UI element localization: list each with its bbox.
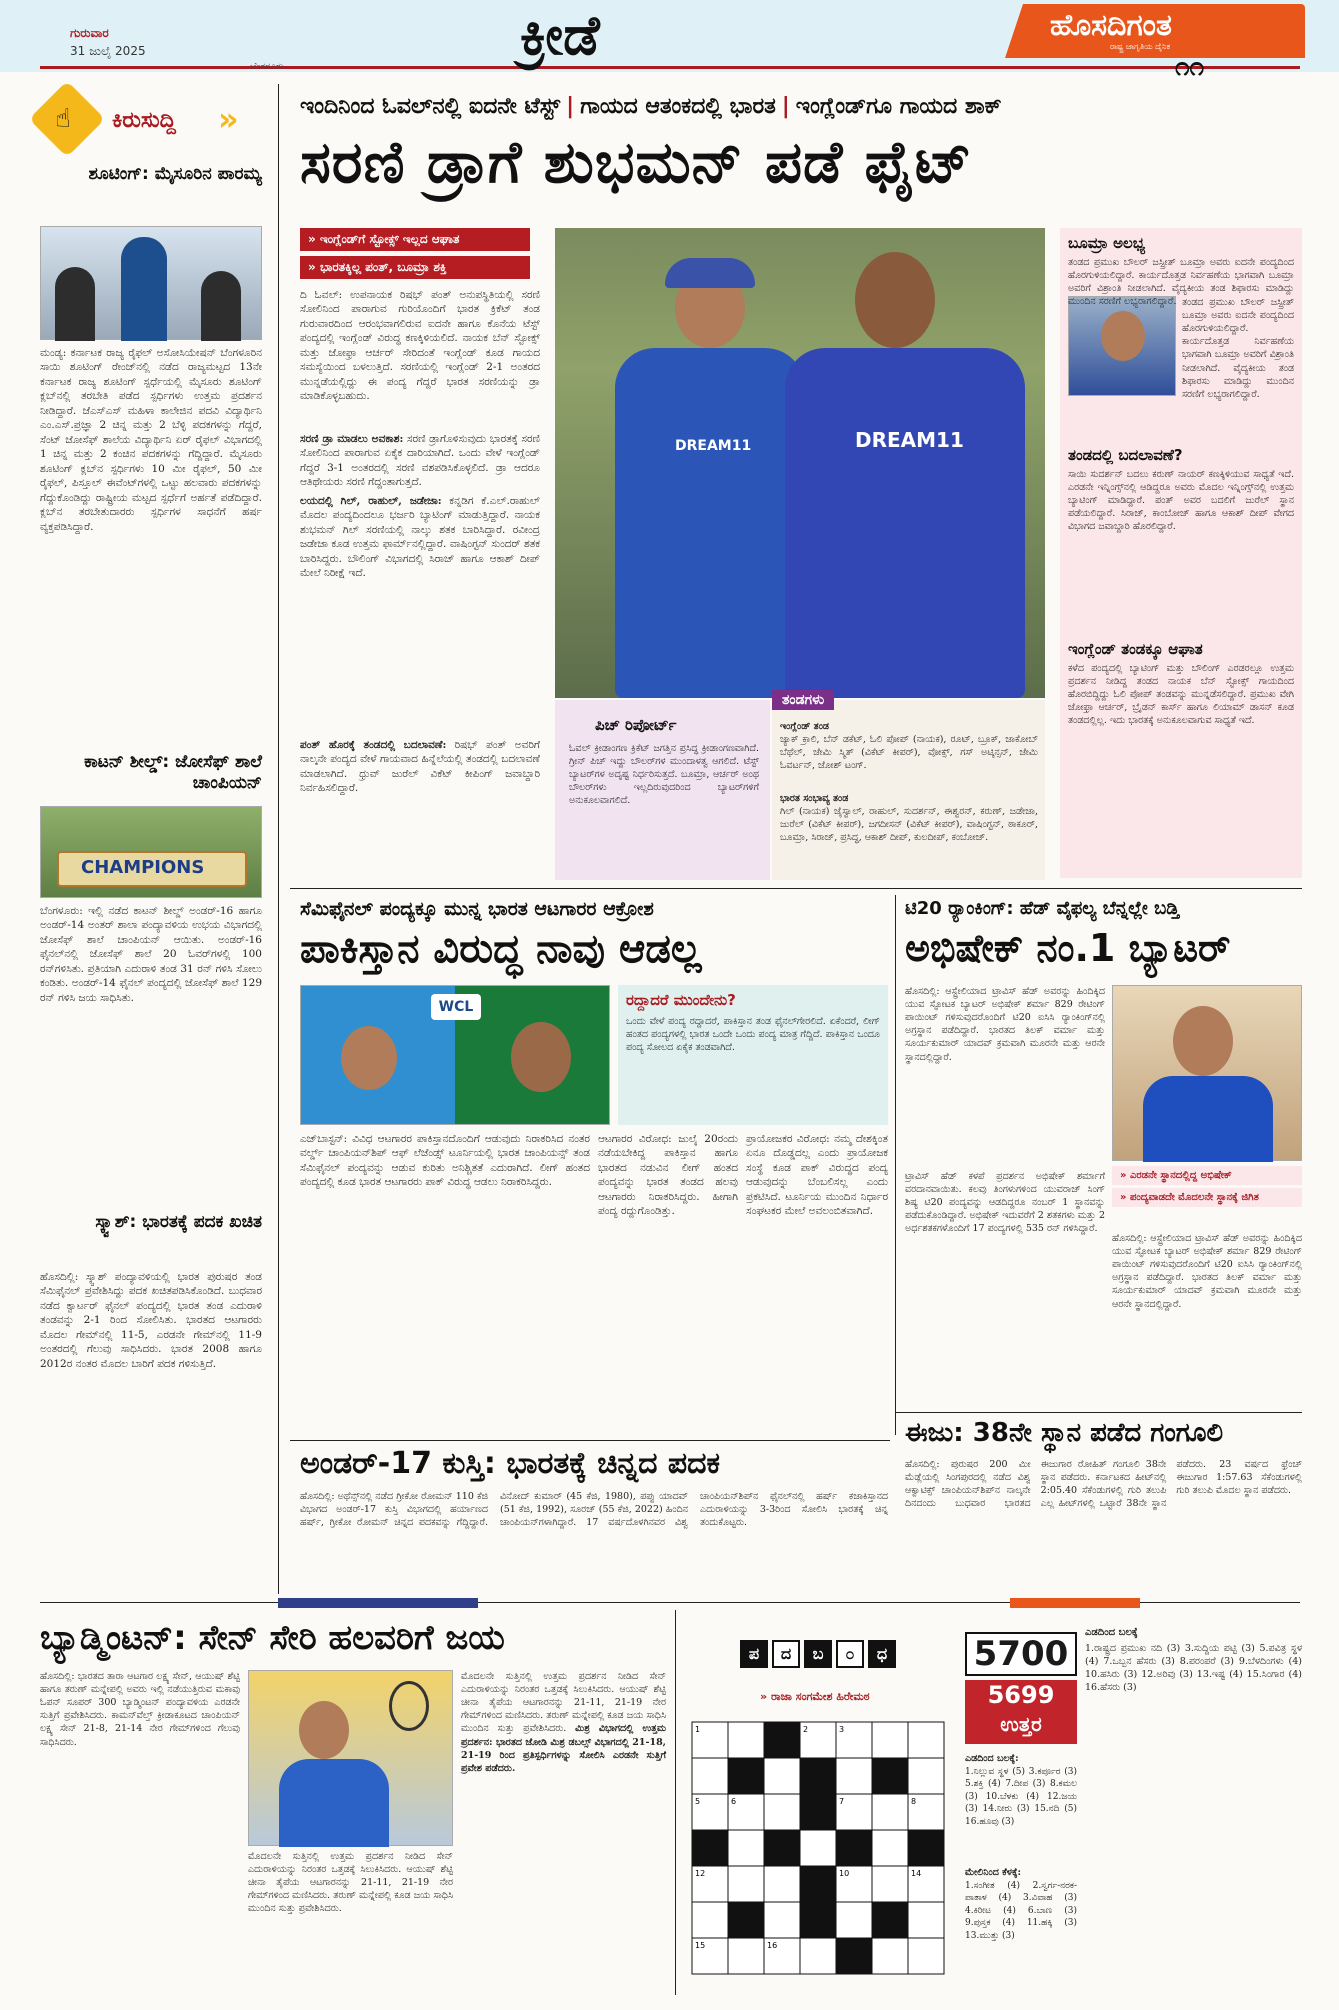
sidebar-body-1a: ತಂಡದ ಪ್ರಮುಖ ಬೌಲರ್ ಜಸ್ಪ್ರೀತ್ ಬೂಮ್ರಾ ಅವರು ಐದನೇ ಪಂದ್ಯದಿಂದ ಹೊರಗುಳಿಯಲಿದ್ದಾರೆ. ಕಾರ್ಯದೊತ್ತಡ ನಿರ್ವಹಣೆಯ ಭಾಗವಾಗಿ ಬೂಮ್ರಾ ಅವರಿಗೆ ವಿಶ್ರಾಂತಿ ನೀಡಲಾಗಿದೆ. ವೈದ್ಯಕೀಯ ತಂಡ ಶಿಫಾರಸು ಮಾಡಿದ್ದು ಮುಂದಿನ ಸರಣಿಗೆ ಲಭ್ಯರಾಗಲಿದ್ದಾರೆ.	[1068, 257, 1294, 308]
abhishek-body-2b: ಹೊಸದಿಲ್ಲಿ: ಆಸ್ಟ್ರೇಲಿಯಾದ ಟ್ರಾವಿಸ್ ಹೆಡ್ ಅವರನ್ನು ಹಿಂದಿಕ್ಕಿದ ಯುವ ಸ್ಫೋಟಕ ಬ್ಯಾಟರ್ ಅಭಿಷೇಕ್ ಶರ್ಮಾ 829 ರೇಟಿಂಗ್ ಪಾಯಿಂಟ್ ಗಳಿಸುವುದರೊಂದಿಗೆ ಟಿ20 ಐಸಿಸಿ ರ್‍ಯಾಂಕಿಂಗ್‌ನಲ್ಲಿ ಅಗ್ರಸ್ಥಾನ ಪಡೆದಿದ್ದಾರೆ. ಭಾರತದ ತಿಲಕ್ ವರ್ಮಾ ಮತ್ತು ಸೂರ್ಯಕುಮಾರ್ ಯಾದವ್ ಕ್ರಮವಾಗಿ ಮೂರನೇ ಮತ್ತು ಆರನೇ ಸ್ಥಾನದಲ್ಲಿದ್ದಾರೆ.	[1112, 1233, 1302, 1310]
crossword-block	[800, 1866, 836, 1902]
crossword-cell[interactable]	[908, 1758, 944, 1794]
paper-logo: ಹೊಸದಿಗಂತ	[1050, 8, 1172, 43]
badminton-body-3b: ಮಿಶ್ರ ವಿಭಾಗದಲ್ಲಿ ಉತ್ತಮ ಪ್ರದರ್ಶನ: ಭಾರತದ ಜೋಡಿ ಮಿಶ್ರ ಡಬಲ್ಸ್ ವಿಭಾಗದಲ್ಲಿ 21-18, 21-19 ರಿಂದ ಪ್ರತಿಸ್ಪರ್ಧಿಗಳನ್ನು ಸೋಲಿಸಿ ಎರಡನೇ ಸುತ್ತಿಗೆ ಪ್ರವೇಶ ಪಡೆದರು.	[461, 1723, 667, 1774]
crossword-cell-number: 15	[695, 1941, 706, 1950]
crossword-block	[800, 1902, 836, 1938]
lead-tag-2: » ಭಾರತಕ್ಕಿಲ್ಲ ಪಂತ್, ಬೂಮ್ರಾ ಶಕ್ತಿ	[300, 256, 530, 279]
column-divider	[278, 84, 279, 1594]
lead-tag-1: » ಇಂಗ್ಲೆಂಡ್‌ಗೆ ಸ್ಟೋಕ್ಸ್ ಇಲ್ಲದ ಆಘಾತ	[300, 228, 530, 251]
jersey-label-left: DREAM11	[675, 438, 752, 454]
pak-body-3: ಪ್ರಾಯೋಜಕರ ವಿರೋಧ: ನಮ್ಮ ದೇಶಕ್ಕಿಂತ ಏನೂ ದೊಡ್ಡದಲ್ಲ ಎಂದು ಪ್ರಾಯೋಜಕ ಸಂಸ್ಥೆ ಕೂಡ ಪಾಕ್ ವಿರುದ್ಧದ ಪಂದ್ಯ ಆಡುವುದನ್ನು ಬೆಂಬಲಿಸಲ್ಲ ಎಂದು ಪ್ರಕಟಿಸಿದೆ. ಟೂರ್ನಿಯ ಮುಂದಿನ ನಿರ್ಧಾರ ಸಂಘಟಕರ ಮೇಲೆ ಅವಲಂಬಿತವಾಗಿದೆ.	[746, 1133, 888, 1218]
puzzle-title-letter: ಧ	[868, 1640, 896, 1668]
crossword-cell[interactable]	[692, 1902, 728, 1938]
teams-england-label: ಇಂಗ್ಲೆಂಡ್ ತಂಡ	[780, 721, 829, 732]
pak-divider	[290, 1440, 890, 1441]
kirusuddi-title: ಕಿರುಸುದ್ದಿ	[112, 108, 176, 133]
crossword-cell-number: 7	[839, 1797, 845, 1806]
crossword-cell[interactable]	[872, 1866, 908, 1902]
lead-divider	[290, 888, 1302, 889]
crossword-cell[interactable]	[908, 1722, 944, 1758]
crossword-cell[interactable]	[764, 1866, 800, 1902]
badminton-headline: ಬ್ಯಾಡ್ಮಿಂಟನ್: ಸೇನ್ ಸೇರಿ ಹಲವರಿಗೆ ಜಯ	[40, 1618, 505, 1658]
wcl-logo: WCL	[431, 994, 481, 1020]
across-clues: 1.ನಿಲ್ಲುವ ಸ್ಥಳ (5) 3.ಕರ್ಪೂರ (3) 5.ಶಕ್ತಿ (4) 7.ದೀಪ (3) 8.ಕಮಲ (3) 10.ಬೆಳಕು (4) 12.ಜಯ (3) 14.ನೀರು (3) 15.ನದಿ (5) 16.ಹೂವು (3)	[965, 1767, 1077, 1827]
abhishek-kicker: ಟಿ20 ರ್‍ಯಾಂಕಿಂಗ್: ಹೆಡ್ ವೈಫಲ್ಯ ಬೆನ್ನಲ್ಲೇ ಬಡ್ತಿ	[905, 898, 1180, 919]
puzzle-author: » ರಾಜಾ ಸಂಗಮೇಶ ಹಿರೇಮಠ	[760, 1690, 870, 1703]
crossword-cell[interactable]	[728, 1830, 764, 1866]
column-divider-2	[895, 895, 896, 1435]
crossword-cell-number: 3	[839, 1725, 845, 1734]
sidebar-body-1b: ತಂಡದ ಪ್ರಮುಖ ಬೌಲರ್ ಜಸ್ಪ್ರೀತ್ ಬೂಮ್ರಾ ಅವರು ಐದನೇ ಪಂದ್ಯದಿಂದ ಹೊರಗುಳಿಯಲಿದ್ದಾರೆ. ಕಾರ್ಯದೊತ್ತಡ ನಿರ್ವಹಣೆಯ ಭಾಗವಾಗಿ ಬೂಮ್ರಾ ಅವರಿಗೆ ವಿಶ್ರಾಂತಿ ನೀಡಲಾಗಿದೆ. ವೈದ್ಯಕೀಯ ತಂಡ ಶಿಫಾರಸು ಮಾಡಿದ್ದು ಮುಂದಿನ ಸರಣಿಗೆ ಲಭ್ಯರಾಗಲಿದ್ದಾರೆ.	[1182, 297, 1294, 400]
wrestling-headline: ಅಂಡರ್-17 ಕುಸ್ತಿ: ಭಾರತಕ್ಕೆ ಚಿನ್ನದ ಪದಕ	[300, 1446, 721, 1481]
abhishek-tag-2: » ಪಂದ್ಯವಾಡದೇ ಮೊದಲನೇ ಸ್ಥಾನಕ್ಕೆ ಜಿಗಿತ	[1112, 1188, 1302, 1207]
lead-body-3-text: ಕನ್ನಡಿಗ ಕೆ.ಎಲ್.ರಾಹುಲ್ ಮೊದಲ ಪಂದ್ಯದಿಂದಲೂ ಭರ್ಜರಿ ಬ್ಯಾಟಿಂಗ್ ಮಾಡುತ್ತಿದ್ದಾರೆ. ನಾಯಕ ಶುಭಮನ್ ಗಿಲ್ ಸರಣಿಯಲ್ಲಿ ನಾಲ್ಕು ಶತಕ ಬಾರಿಸಿದ್ದಾರೆ. ರವೀಂದ್ರ ಜಡೇಜಾ ಕೂಡ ಉತ್ತಮ ಫಾರ್ಮ್‌ನಲ್ಲಿದ್ದಾರೆ. ವಾಷಿಂಗ್ಟನ್ ಸುಂದರ್ ಶತಕ ಬಾರಿಸಿದ್ದರು. ಬೌಲಿಂಗ್ ವಿಭಾಗದಲ್ಲಿ ಸಿರಾಜ್ ಹಾಗೂ ಆಕಾಶ್ ದೀಪ್ ಮೇಲೆ ನಿರೀಕ್ಷೆ ಇದೆ.	[300, 495, 540, 580]
crossword-block	[800, 1794, 836, 1830]
shooting-photo	[40, 226, 262, 340]
prev-puzzle-number: 5699	[987, 1681, 1055, 1709]
crossword-block	[872, 1902, 908, 1938]
pak-kicker: ಸೆಮಿಫೈನಲ್ ಪಂದ್ಯಕ್ಕೂ ಮುನ್ನ ಭಾರತ ಆಟಗಾರರ ಆಕ್ರೋಶ	[300, 898, 654, 920]
prev-answer-badge	[965, 1680, 1077, 1744]
crossword-cell-number: 2	[803, 1725, 809, 1734]
pak-box	[618, 985, 888, 1125]
crossword-block	[728, 1902, 764, 1938]
pitch-report-title: ಪಿಚ್ ರಿಪೋರ್ಟ್	[595, 716, 677, 734]
sidebar-body-3: ಕಳೆದ ಪಂದ್ಯದಲ್ಲಿ ಬ್ಯಾಟಿಂಗ್ ಮತ್ತು ಬೌಲಿಂಗ್ ಎರಡರಲ್ಲೂ ಉತ್ತಮ ಪ್ರದರ್ಶನ ನೀಡಿದ್ದ ತಂಡದ ನಾಯಕ ಬೆನ್ ಸ್ಟೋಕ್ಸ್ ಗಾಯದಿಂದ ಹೊರಬಿದ್ದಿದ್ದು ಓಲಿ ಪೋಪ್ ತಂಡವನ್ನು ಮುನ್ನಡೆಸಲಿದ್ದಾರೆ. ಪ್ರಮುಖ ವೇಗಿ ಜೋಫ್ರಾ ಆರ್ಚರ್, ಬ್ರೈಡನ್ ಕಾರ್ಸ್ ಹಾಗೂ ಲಿಯಾಮ್ ಡಾಸನ್ ಕೂಡ ತಂಡದಲ್ಲಿಲ್ಲ. ಇದು ಭಾರತಕ್ಕೆ ಅನುಕೂಲವಾಗುವ ಸಾಧ್ಯತೆ ಇದೆ.	[1068, 663, 1294, 727]
lead-body-1: ದಿ ಓವಲ್: ಉಪನಾಯಕ ರಿಷಭ್ ಪಂತ್ ಅನುಪಸ್ಥಿತಿಯಲ್ಲಿ ಸರಣಿ ಸೋಲಿನಿಂದ ಪಾರಾಗುವ ಗುರಿಯೊಂದಿಗೆ ಭಾರತ ಕ್ರಿಕೆಟ್ ತಂಡ ಗುರುವಾರದಿಂದ ಆರಂಭವಾಗಲಿರುವ ಐದನೇ ಹಾಗೂ ಕೊನೆಯ ಟೆಸ್ಟ್ ಪಂದ್ಯದಲ್ಲಿ ಇಂಗ್ಲೆಂಡ್ ವಿರುದ್ಧ ಕಣಕ್ಕಿಳಿಯಲಿದೆ. ನಾಯಕ ಬೆನ್ ಸ್ಟೋಕ್ಸ್ ಮತ್ತು ಜೋಫ್ರಾ ಆರ್ಚರ್ ಸೇರಿದಂತೆ ಇಂಗ್ಲೆಂಡ್ ಕೂಡ ಗಾಯದ ಸಮಸ್ಯೆಯಿಂದ ಬಳಲುತ್ತಿದೆ. ಸರಣಿಯಲ್ಲಿ ಇಂಗ್ಲೆಂಡ್ 2-1 ಅಂತರದ ಮುನ್ನಡೆಯಲ್ಲಿದ್ದು ಈ ಪಂದ್ಯ ಗೆದ್ದರೆ ಭಾರತ ಸರಣಿಯನ್ನು ಡ್ರಾ ಮಾಡಿಕೊಳ್ಳಬಹುದು.	[300, 289, 540, 403]
pitch-report-body: ಓವಲ್ ಕ್ರೀಡಾಂಗಣ ಕ್ರಿಕೆಟ್ ಜಗತ್ತಿನ ಪ್ರಸಿದ್ಧ ಕ್ರೀಡಾಂಗಣವಾಗಿದೆ. ಗ್ರೀನ್ ಪಿಚ್ ಇದ್ದು ಬೌಲರ್‌ಗಳ ಮುಂದಾಳತ್ವ ಆಗಲಿದೆ. ಟೆಸ್ಟ್ ಬ್ಯಾಟರ್‌ಗಳ ಅದೃಷ್ಟ ನಿರ್ಧರಿಸುತ್ತದೆ. ಬೂಮ್ರಾ, ಆರ್ಚರ್ ಅಂಥ ಬೌಲರ್‌ಗಳು ಇಲ್ಲದಿರುವುದರಿಂದ ಬ್ಯಾಟರ್‌ಗಳಿಗೆ ಅನುಕೂಲವಾಗಲಿದೆ.	[569, 743, 759, 807]
swim-headline: ಈಜು: 38ನೇ ಸ್ಥಾನ ಪಡೆದ ಗಂಗೂಲಿ	[905, 1418, 1224, 1448]
crossword-cell[interactable]	[872, 1830, 908, 1866]
kirusuddi-body-2: ಬೆಂಗಳೂರು: ಇಲ್ಲಿ ನಡೆದ ಕಾಟನ್ ಶೀಲ್ಡ್ ಅಂಡರ್-16 ಹಾಗೂ ಅಂಡರ್-14 ಅಂತರ್ ಶಾಲಾ ಪಂದ್ಯಾವಳಿಯ ಉಭಯ ವಿಭಾಗದಲ್ಲಿ ಜೋಸೆಫ್ ಶಾಲೆ ಚಾಂಪಿಯನ್ ಆಯಿತು. ಅಂಡರ್-16 ಫೈನಲ್‌ನಲ್ಲಿ ಜೋಸೆಫ್ ಶಾಲೆ 20 ಓವರ್‌ಗಳಲ್ಲಿ 100 ರನ್‌ಗಳಿಸಿತು. ಪ್ರತಿಯಾಗಿ ಎದುರಾಳಿ ತಂಡ 31 ರನ್ ಗಳಿಸಿ ಸೋಲು ಕಂಡಿತು. ಅಂಡರ್-14 ಫೈನಲ್ ಪಂದ್ಯದಲ್ಲಿ ಜೋಸೆಫ್ ಶಾಲೆ 129 ರನ್ ಗಳಿಸಿ ಜಯ ಸಾಧಿಸಿತು.	[40, 905, 262, 1004]
down-clues: 1.ಸಂಗೀತ (4) 2.ಸ್ವರ್ಗ-ನರಕ-ಪಾತಾಳ (4) 3.ವಿವಾಹ (3) 4.ಕಿರೀಟ (4) 6.ಬಾಣ (3) 9.ಪುಸ್ತಕ (4) 11.ಹಕ್ಕಿ (3) 13.ಮುತ್ತು (3)	[965, 1881, 1077, 1941]
crossword-cell-number: 1	[695, 1725, 701, 1734]
color-bar-blue	[278, 1598, 478, 1608]
abhishek-photo	[1112, 985, 1302, 1161]
crossword-block	[872, 1758, 908, 1794]
lead-body-2	[300, 432, 540, 490]
crossword-cell-number: 6	[731, 1797, 737, 1806]
lead-body-3	[300, 494, 540, 734]
lead-photo	[555, 228, 1045, 698]
sidebar-body-2: ಸಾಯಿ ಸುದರ್ಶನ್ ಬದಲು ಕರುಣ್ ನಾಯರ್ ಕಣಕ್ಕಿಳಿಯುವ ಸಾಧ್ಯತೆ ಇದೆ. ಎರಡನೇ ಇನ್ನಿಂಗ್ಸ್‌ನಲ್ಲಿ ಆಡಿದ್ದರೂ ಅವರು ಮೊದಲ ಇನ್ನಿಂಗ್ಸ್‌ನಲ್ಲಿ ಉತ್ತಮ ಬ್ಯಾಟಿಂಗ್ ಮಾಡಿದ್ದಾರೆ. ಪಂತ್ ಅವರ ಬದಲಿಗೆ ಜುರೆಲ್ ಸ್ಥಾನ ಪಡೆಯಲಿದ್ದಾರೆ. ಸಿರಾಜ್, ಕಾಂಬೋಜ್ ಹಾಗೂ ಆಕಾಶ್ ದೀಪ್ ವೇಗದ ವಿಭಾಗದ ಜವಾಬ್ದಾರಿ ಹೊರಲಿದ್ದಾರೆ.	[1068, 469, 1294, 533]
abhishek-body-2a: ಟ್ರಾವಿಸ್ ಹೆಡ್ ಕಳಪೆ ಪ್ರದರ್ಶನ ಅಭಿಷೇಕ್ ಶರ್ಮಾಗೆ ವರದಾನವಾಯಿತು. ಕಲವು ತಿಂಗಳುಗಳಿಂದ ಯುವರಾಜ್ ಸಿಂಗ್ ಶಿಷ್ಯ ಟಿ20 ಪಂದ್ಯವನ್ನು ಆಡದಿದ್ದರೂ ನಂಬರ್ 1 ಸ್ಥಾನವನ್ನು ಪಡೆದುಕೊಂಡಿದ್ದಾರೆ. ಅಭಿಷೇಕ್ ಇದುವರೆಗೆ 2 ಶತಕಗಳು ಮತ್ತು 2 ಅರ್ಧಶತಕಗಳೊಂದಿಗೆ 17 ಪಂದ್ಯಗಳಲ್ಲಿ 535 ರನ್ ಗಳಿಸಿದ್ದಾರೆ.	[905, 1171, 1105, 1235]
date-label: 31 ಜುಲೈ 2025	[70, 44, 146, 58]
crossword-cell[interactable]	[764, 1794, 800, 1830]
crossword-block	[728, 1758, 764, 1794]
jersey-label-right: DREAM11	[855, 428, 964, 452]
crossword-cell[interactable]	[836, 1758, 872, 1794]
prev-answer-label: ಉತ್ತರ	[1000, 1712, 1042, 1736]
wrestling-body: ಹೊಸದಿಲ್ಲಿ: ಅಥೆನ್ಸ್‌ನಲ್ಲಿ ನಡೆದ ಗ್ರೀಕೋ ರೋಮನ್ 110 ಕೆಜಿ ವಿಭಾಗದ ಅಂಡರ್-17 ಕುಸ್ತಿ ವಿಭಾಗದಲ್ಲಿ ಹರ್ಯಾಣದ ಹರ್ಷ್, ಗ್ರೀಕೋ ರೋಮನ್ ಚಿನ್ನದ ಪದಕವನ್ನು ಗೆದ್ದಿದ್ದಾರೆ. ವಿನೋದ್ ಕುಮಾರ್ (45 ಕೆಜಿ, 1980), ಪಪ್ಪು ಯಾದವ್ (51 ಕೆಜಿ, 1992), ಸೂರಜ್ (55 ಕೆಜಿ, 2022) ಹಿಂದಿನ ಚಾಂಪಿಯನ್‌ಗಳಾಗಿದ್ದಾರೆ. 17 ವರ್ಷದೊಳಗಿನವರ ವಿಶ್ವ ಚಾಂಪಿಯನ್‌ಶಿಪ್‌ನ ಫೈನಲ್‌ನಲ್ಲಿ ಹರ್ಷ್ ಕಜಾಕಿಸ್ತಾನದ ಎದುರಾಳಿಯನ್ನು 3-3ರಿಂದ ಸೋಲಿಸಿ ಭಾರತಕ್ಕೆ ಚಿನ್ನ ತಂದುಕೊಟ್ಟರು.	[300, 1491, 888, 1529]
puzzle-author-name: ರಾಜಾ ಸಂಗಮೇಶ ಹಿರೇಮಠ	[770, 1690, 870, 1703]
paper-tagline: ರಾಷ್ಟ್ರ ಜಾಗೃತಿಯ ದೈನಿಕ	[1110, 42, 1171, 51]
pak-box-body: ಒಂದು ವೇಳೆ ಪಂದ್ಯ ರದ್ದಾದರೆ, ಪಾಕಿಸ್ತಾನ ತಂಡ ಫೈನಲ್‌ಗೇರಲಿದೆ. ಏಕೆಂದರೆ, ಲೀಗ್ ಹಂತದ ಪಂದ್ಯಗಳಲ್ಲಿ ಭಾರತ ಒಂದೇ ಒಂದು ಪಂದ್ಯ ಮಾತ್ರ ಗೆದ್ದಿದೆ. ಪಾಕಿಸ್ತಾನ ಒಂದೂ ಪಂದ್ಯ ಸೋಲದ ಏಕೈಕ ತಂಡವಾಗಿದೆ.	[626, 1016, 880, 1054]
edition-label: ಬೆಂಗಳೂರು	[250, 62, 284, 72]
abhishek-headline: ಅಭಿಷೇಕ್ ನಂ.1 ಬ್ಯಾಟರ್	[905, 926, 1231, 970]
crossword-block	[836, 1938, 872, 1974]
lead-body-4	[300, 738, 540, 880]
crossword-cell[interactable]	[836, 1902, 872, 1938]
pak-body-2: ಆಟಗಾರರ ವಿರೋಧ: ಜುಲೈ 20ರಂದು ನಡೆಯಬೇಕಿದ್ದ ಪಾಕಿಸ್ತಾನ ಹಾಗೂ ಭಾರತದ ನಡುವಿನ ಲೀಗ್ ಹಂತದ ಪಂದ್ಯವನ್ನು ಭಾರತ ತಂಡದ ಹಲವು ಆಟಗಾರರು ನಿರಾಕರಿಸಿದ್ದರು. ಹೀಗಾಗಿ ಪಂದ್ಯ ರದ್ದುಗೊಂಡಿತ್ತು.	[598, 1133, 738, 1218]
color-bar-orange	[1010, 1598, 1140, 1608]
lead-kicker-2: ಗಾಯದ ಆತಂಕದಲ್ಲಿ ಭಾರತ	[580, 94, 776, 119]
lead-kicker: ಇಂದಿನಿಂದ ಓವಲ್‌ನಲ್ಲಿ ಐದನೇ ಟೆಸ್ಟ್ | ಗಾಯದ ಆತಂಕದಲ್ಲಿ ಭಾರತ | ಇಂಗ್ಲೆಂಡ್‌ಗೂ ಗಾಯದ ಶಾಕ್	[300, 94, 1002, 119]
crossword-cell-number: 12	[695, 1869, 706, 1878]
crossword-block	[692, 1830, 728, 1866]
crossword-cell[interactable]	[728, 1722, 764, 1758]
abhishek-tag-1: » ಎರಡನೇ ಸ್ಥಾನದಲ್ಲಿದ್ದ ಅಭಿಷೇಕ್	[1112, 1166, 1302, 1185]
crossword-cell[interactable]	[800, 1938, 836, 1974]
crossword-cell-number: 5	[695, 1797, 701, 1806]
sidebar-title-1: ಬೂಮ್ರಾ ಅಲಭ್ಯ	[1068, 234, 1146, 252]
puzzle-title	[740, 1640, 896, 1668]
crossword-cell[interactable]	[764, 1902, 800, 1938]
page-number: ೧೧	[1175, 52, 1205, 82]
puzzle-title-letter: ಬ	[804, 1640, 832, 1668]
badminton-photo	[248, 1670, 453, 1846]
crossword-grid[interactable]	[690, 1720, 950, 1990]
crossword-block	[764, 1830, 800, 1866]
kirusuddi-heading-2: ಕಾಟನ್ ಶೀಲ್ಡ್: ಜೋಸೆಫ್ ಶಾಲೆ ಚಾಂಪಿಯನ್	[84, 752, 262, 794]
crossword-cell[interactable]	[692, 1758, 728, 1794]
puzzle-divider	[675, 1610, 676, 1995]
lead-kicker-3: ಇಂಗ್ಲೆಂಡ್‌ಗೂ ಗಾಯದ ಶಾಕ್	[795, 94, 1002, 119]
across-title: ಎಡದಿಂದ ಬಲಕ್ಕೆ:	[965, 1753, 1019, 1764]
lead-body-2-text: ಸರಣಿ ಡ್ರಾಗೊಳಿಸುವುದು ಭಾರತಕ್ಕೆ ಸರಣಿ ಸೋಲಿನಿಂದ ಪಾರಾಗುವ ಏಕೈಕ ದಾರಿಯಾಗಿದೆ. ಒಂದು ವೇಳೆ ಇಂಗ್ಲೆಂಡ್ ಗೆದ್ದರೆ 3-1 ಅಂತರದಲ್ಲಿ ಸರಣಿ ವಶಪಡಿಸಿಕೊಳ್ಳಲಿದೆ. ಡ್ರಾ ಆದರೂ ಆತಿಥೇಯರು ಸರಣಿ ಗೆದ್ದಂತಾಗುತ್ತದೆ.	[300, 433, 540, 489]
lead-sub-3: ಪಂತ್ ಹೊರಕ್ಕೆ ತಂಡದಲ್ಲಿ ಬದಲಾವಣೆ:	[300, 739, 447, 751]
teams-box	[772, 692, 1045, 880]
teams-india-label: ಭಾರತ ಸಂಭಾವ್ಯ ತಂಡ	[780, 793, 849, 804]
bumrah-photo	[1068, 296, 1176, 396]
crossword-block	[764, 1722, 800, 1758]
abhishek-tag-2-text: ಪಂದ್ಯವಾಡದೇ ಮೊದಲನೇ ಸ್ಥಾನಕ್ಕೆ ಜಿಗಿತ	[1129, 1192, 1259, 1203]
pak-body-1: ಎಜ್‌ಬಾಸ್ಟನ್: ವಿವಿಧ ಆಟಗಾರರ ಪಾಕಿಸ್ತಾನದೊಂದಿಗೆ ಆಡುವುದು ನಿರಾಕರಿಸಿದ ನಂತರ ವರ್ಲ್ಡ್ ಚಾಂಪಿಯನ್‌ಶಿಪ್ ಆಫ್ ಲೆಜೆಂಡ್ಸ್ ಟೂರ್ನಿಯಲ್ಲಿ ಭಾರತ ಚಾಂಪಿಯನ್ಸ್ ತಂಡ ಸೆಮಿಫೈನಲ್ ಪಂದ್ಯವನ್ನು ಆಡುವ ಕುರಿತು ಅನಿಶ್ಚಿತತೆ ಎದುರಾಗಿದೆ. ಲೀಗ್ ಹಂತದ ಪಂದ್ಯದಲ್ಲಿ ಕೂಡ ಭಾರತ ಆಟಗಾರರು ಪಾಕ್ ವಿರುದ್ಧ ಆಡಲು ನಿರಾಕರಿಸಿದ್ದರು.	[300, 1133, 590, 1189]
teams-title: ತಂಡಗಳು	[772, 690, 834, 710]
teams-india	[780, 792, 1038, 878]
swim-body: ಹೊಸದಿಲ್ಲಿ: ಪುರುಷರ 200 ಮೀ ಮೆಡ್ಲೆಯಲ್ಲಿ ಸಿಂಗಪುರದಲ್ಲಿ ನಡೆದ ವಿಶ್ವ ಆಕ್ವಾಟಿಕ್ಸ್ ಚಾಂಪಿಯನ್‌ಶಿಪ್‌ನ ನಾಲ್ಕನೇ ದಿನದಂದು ಬುಧವಾರ ಭಾರತದ ಈಜುಗಾರ ರೋಹಿತ್ ಗಂಗೂಲಿ 38ನೇ ಸ್ಥಾನ ಪಡೆದರು. ಕರ್ನಾಟಕದ ಹೀಟ್‌ನಲ್ಲಿ 2:05.40 ಸೆಕೆಂಡುಗಳಲ್ಲಿ ಗುರಿ ತಲುಪಿ ಎಲ್ಲ ಹೀಟ್‌ಗಳಲ್ಲಿ ಒಟ್ಟಾರೆ 38ನೇ ಸ್ಥಾನ ಪಡೆದರು. 23 ವರ್ಷದ ಫ್ರೆಂಚ್ ಈಜುಗಾರ 1:57.63 ಸೆಕೆಂಡುಗಳಲ್ಲಿ ಗುರಿ ತಲುಪಿ ಮೊದಲ ಸ್ಥಾನ ಪಡೆದರು.	[905, 1459, 1302, 1510]
badminton-body-2: ಮೊದಲನೇ ಸುತ್ತಿನಲ್ಲಿ ಉತ್ತಮ ಪ್ರದರ್ಶನ ನೀಡಿದ ಸೇನ್ ಎದುರಾಳಿಯನ್ನು ನಿರಂತರ ಒತ್ತಡಕ್ಕೆ ಸಿಲುಕಿಸಿದರು. ಆಯುಷ್ ಶೆಟ್ಟಿ ಚೀನಾ ತೈಪೆಯ ಆಟಗಾರನನ್ನು 21-11, 21-19 ನೇರ ಗೇಮ್‌ಗಳಿಂದ ಮಣಿಸಿದರು. ತರುಣ್ ಮನ್ನೇಪಲ್ಲಿ ಕೂಡ ಜಯ ಸಾಧಿಸಿ ಮುಂದಿನ ಸುತ್ತು ಪ್ರವೇಶಿಸಿದರು.	[248, 1851, 453, 1915]
abhishek-tag-1-text: ಎರಡನೇ ಸ್ಥಾನದಲ್ಲಿದ್ದ ಅಭಿಷೇಕ್	[1129, 1170, 1232, 1181]
kirusuddi-body-1: ಮಂಡ್ಯ: ಕರ್ನಾಟಕ ರಾಜ್ಯ ರೈಫಲ್ ಅಸೋಸಿಯೇಷನ್ ಬೆಂಗಳೂರಿನ ಸಾಯಿ ಶೂಟಿಂಗ್ ರೇಂಜ್‌ನಲ್ಲಿ ನಡೆದ ರಾಜ್ಯಮಟ್ಟದ 13ನೇ ಕರ್ನಾಟಕ ರಾಜ್ಯ ಶೂಟಿಂಗ್ ಸ್ಪರ್ಧೆಯಲ್ಲಿ ಮೈಸೂರು ಶೂಟಿಂಗ್ ಕ್ಲಬ್‌ನಲ್ಲಿ ತರಬೇತಿ ಪಡೆದ ಸ್ಪರ್ಧಿಗಳು ಉತ್ತಮ ಪ್ರದರ್ಶನ ನೀಡಿದ್ದಾರೆ. ಜೆಎಸ್‌ಎಸ್ ಮಹಿಳಾ ಕಾಲೇಜಿನ ಪದವಿ ವಿದ್ಯಾರ್ಥಿನಿ ಎಂ.ಎಸ್.ಪ್ರಜ್ಞಾ 2 ಚಿನ್ನ ಮತ್ತು 2 ಬೆಳ್ಳಿ ಪದಕಗಳನ್ನು ಗೆದ್ದರೆ, ಸೆಂಟ್ ಜೋಸೆಫ್ ಶಾಲೆಯ ವಿದ್ಯಾರ್ಥಿನಿ ಏರ್ ರೈಫಲ್ ವಿಭಾಗದಲ್ಲಿ 1 ಚಿನ್ನ ಮತ್ತು 2 ಕಂಚಿನ ಪದಕಗಳನ್ನು ಗೆದ್ದಿದ್ದಾರೆ. ಮೈಸೂರು ಶೂಟಿಂಗ್ ಕ್ಲಬ್‌ನ ಸ್ಪರ್ಧಿಗಳು 10 ಮೀ ರೈಫಲ್, 50 ಮೀ ರೈಫಲ್, ಪಿಸ್ತೂಲ್ ಈವೆಂಟ್‌ಗಳಲ್ಲಿ ಒಟ್ಟು ಹಲವಾರು ಪದಕಗಳನ್ನು ಗೆದ್ದುಕೊಂಡಿದ್ದು ರಾಷ್ಟ್ರೀಯ ಮಟ್ಟದ ಸ್ಪರ್ಧೆಗೆ ಅರ್ಹತೆ ಪಡೆದಿದ್ದಾರೆ. ಕ್ಲಬ್‌ನ ತರಬೇತುದಾರರು ಸ್ಪರ್ಧಿಗಳ ಸಾಧನೆಗೆ ಹರ್ಷ ವ್ಯಕ್ತಪಡಿಸಿದ್ದಾರೆ.	[40, 347, 262, 533]
section-title: ಕ್ರೀಡೆ	[520, 4, 600, 67]
lead-headline: ಸರಣಿ ಡ್ರಾಗೆ ಶುಭಮನ್ ಪಡೆ ಫೈಟ್	[300, 128, 973, 196]
puzzle-number: 5700	[965, 1632, 1077, 1676]
crossword-cell-number: 8	[911, 1797, 917, 1806]
crossword-cell-number: 16	[767, 1941, 778, 1950]
clue-list: 1.ರಾಷ್ಟ್ರದ ಪ್ರಮುಖ ನದಿ (3) 3.ಸುದ್ದಿಯ ಪಟ್ಟಿ (3) 5.ಪವಿತ್ರ ಸ್ಥಳ (4) 7.ಒಬ್ಬನ ಹೆಸರು (3) 8.ಪರಂಪರೆ (3) 9.ಬೆಳದಿಂಗಳು (4) 10.ಹಸಿರು (3) 12.ಅರಿವು (3) 13.ಇಷ್ಟ (4) 15.ಸಿಂಗಾರ (4) 16.ಹೆಸರು (3)	[1085, 1643, 1302, 1694]
chevron-right-icon: »	[218, 100, 239, 138]
pak-photo	[300, 985, 610, 1125]
kirusuddi-heading-3: ಸ್ಕ್ವಾಶ್: ಭಾರತಕ್ಕೆ ಪದಕ ಖಚಿತ	[95, 1212, 262, 1232]
crossword-block	[836, 1830, 872, 1866]
lead-body-4-text: ರಿಷಭ್ ಪಂತ್ ಅವರಿಗೆ ನಾಲ್ಕನೇ ಪಂದ್ಯದ ವೇಳೆ ಗಾಯವಾದ ಹಿನ್ನೆಲೆಯಲ್ಲಿ ತಂಡದಲ್ಲಿ ಬದಲಾವಣೆ ಮಾಡಲಾಗಿದೆ. ಧ್ರುವ್ ಜುರೆಲ್ ವಿಕೆಟ್ ಕೀಪಿಂಗ್ ಜವಾಬ್ದಾರಿ ನಿರ್ವಹಿಸಲಿದ್ದಾರೆ.	[300, 739, 540, 795]
crossword-cell-number: 14	[911, 1869, 922, 1878]
down-title: ಮೇಲಿನಿಂದ ಕೆಳಕ್ಕೆ:	[965, 1867, 1022, 1878]
champions-photo	[40, 806, 262, 898]
puzzle-title-letter: ದ	[772, 1640, 800, 1668]
lead-sub-2: ಲಯದಲ್ಲಿ ಗಿಲ್, ರಾಹುಲ್, ಜಡೇಜಾ:	[300, 495, 442, 507]
hand-icon: ☝	[55, 104, 71, 134]
champions-banner: CHAMPIONS	[81, 857, 205, 878]
masthead-rule	[40, 66, 1300, 69]
lead-tag-2-text: ಭಾರತಕ್ಕಿಲ್ಲ ಪಂತ್, ಬೂಮ್ರಾ ಶಕ್ತಿ	[319, 260, 447, 274]
lead-sub-1: ಸರಣಿ ಡ್ರಾ ಮಾಡಲು ಅವಕಾಶ:	[300, 433, 404, 445]
teams-england-list: ಜ್ಯಾಕ್ ಕ್ರಾಲಿ, ಬೆನ್ ಡಕೆಟ್, ಓಲಿ ಪೋಪ್ (ನಾಯಕ), ರೂಟ್, ಬ್ರೂಕ್, ಜಾಕೋಬ್ ಬೆಥೆಲ್, ಜೇಮಿ ಸ್ಮಿತ್ (ವಿಕೆಟ್ ಕೀಪರ್), ವೋಕ್ಸ್, ಗಸ್ ಅಟ್ಕಿನ್ಸನ್, ಜೇಮಿ ಓವರ್ಟನ್, ಜೋಶ್ ಟಂಗ್.	[780, 734, 1038, 772]
crossword-cell[interactable]	[764, 1758, 800, 1794]
day-label: ಗುರುವಾರ	[70, 26, 109, 40]
abhishek-body-1: ಹೊಸದಿಲ್ಲಿ: ಆಸ್ಟ್ರೇಲಿಯಾದ ಟ್ರಾವಿಸ್ ಹೆಡ್ ಅವರನ್ನು ಹಿಂದಿಕ್ಕಿದ ಯುವ ಸ್ಫೋಟಕ ಬ್ಯಾಟರ್ ಅಭಿಷೇಕ್ ಶರ್ಮಾ 829 ರೇಟಿಂಗ್ ಪಾಯಿಂಟ್ ಗಳಿಸುವುದರೊಂದಿಗೆ ಟಿ20 ಐಸಿಸಿ ರ್‍ಯಾಂಕಿಂಗ್‌ನಲ್ಲಿ ಅಗ್ರಸ್ಥಾನ ಪಡೆದಿದ್ದಾರೆ. ಭಾರತದ ತಿಲಕ್ ವರ್ಮಾ ಮತ್ತು ಸೂರ್ಯಕುಮಾರ್ ಯಾದವ್ ಕ್ರಮವಾಗಿ ಮೂರನೇ ಮತ್ತು ಆರನೇ ಸ್ಥಾನದಲ್ಲಿದ್ದಾರೆ.	[905, 986, 1105, 1063]
kirusuddi-heading-1: ಶೂಟಿಂಗ್: ಮೈಸೂರಿನ ಪಾರಮ್ಯ	[88, 164, 262, 184]
sidebar-title-3: ಇಂಗ್ಲೆಂಡ್ ತಂಡಕ್ಕೂ ಆಘಾತ	[1068, 640, 1203, 658]
crossword-cell[interactable]	[872, 1794, 908, 1830]
crossword-block	[800, 1758, 836, 1794]
crossword-cells[interactable]	[692, 1722, 944, 1974]
puzzle-title-letter: ಪ	[740, 1640, 768, 1668]
pak-box-title: ರದ್ದಾದರೆ ಮುಂದೇನು?	[626, 991, 736, 1009]
badminton-body-3	[461, 1670, 666, 1990]
abhishek-divider	[895, 1412, 1302, 1413]
pitch-report-box	[555, 700, 770, 880]
clue-list-title: ಎಡದಿಂದ ಬಲಕ್ಕೆ	[1085, 1627, 1138, 1638]
crossword-cell[interactable]	[728, 1938, 764, 1974]
crossword-cell[interactable]	[908, 1902, 944, 1938]
pak-headline: ಪಾಕಿಸ್ತಾನ ವಿರುದ್ಧ ನಾವು ಆಡಲ್ಲ	[300, 926, 702, 972]
crossword-cell[interactable]	[872, 1722, 908, 1758]
lead-tag-1-text: ಇಂಗ್ಲೆಂಡ್‌ಗೆ ಸ್ಟೋಕ್ಸ್ ಇಲ್ಲದ ಆಘಾತ	[319, 232, 460, 246]
crossword-cell[interactable]	[872, 1938, 908, 1974]
sidebar-title-2: ತಂಡದಲ್ಲಿ ಬದಲಾವಣೆ?	[1068, 446, 1183, 464]
crossword-block	[908, 1830, 944, 1866]
crossword-cell[interactable]	[728, 1866, 764, 1902]
badminton-body-3a: ಮೊದಲನೇ ಸುತ್ತಿನಲ್ಲಿ ಉತ್ತಮ ಪ್ರದರ್ಶನ ನೀಡಿದ ಸೇನ್ ಎದುರಾಳಿಯನ್ನು ನಿರಂತರ ಒತ್ತಡಕ್ಕೆ ಸಿಲುಕಿಸಿದರು. ಆಯುಷ್ ಶೆಟ್ಟಿ ಚೀನಾ ತೈಪೆಯ ಆಟಗಾರನನ್ನು 21-11, 21-19 ನೇರ ಗೇಮ್‌ಗಳಿಂದ ಮಣಿಸಿದರು. ತರುಣ್ ಮನ್ನೇಪಲ್ಲಿ ಕೂಡ ಜಯ ಸಾಧಿಸಿ ಮುಂದಿನ ಸುತ್ತು ಪ್ರವೇಶಿಸಿದರು.	[461, 1671, 666, 1735]
crossword-cell-number: 10	[839, 1869, 850, 1878]
badminton-body-1: ಹೊಸದಿಲ್ಲಿ: ಭಾರತದ ತಾರಾ ಆಟಗಾರ ಲಕ್ಷ್ಯ ಸೇನ್, ಆಯುಷ್ ಶೆಟ್ಟಿ ಹಾಗೂ ತರುಣ್ ಮನ್ನೇಪಲ್ಲಿ ಅವರು ಇಲ್ಲಿ ನಡೆಯುತ್ತಿರುವ ಮಕಾವು ಓಪನ್ ಸೂಪರ್ 300 ಬ್ಯಾಡ್ಮಿಂಟನ್ ಪಂದ್ಯಾವಳಿಯ ಎರಡನೇ ಸುತ್ತಿಗೆ ಪ್ರವೇಶಿಸಿದರು. ಕಾಮನ್‌ವೆಲ್ತ್ ಕ್ರೀಡಾಕೂಟದ ಚಾಂಪಿಯನ್ ಲಕ್ಷ್ಯ ಸೇನ್ 21-8, 21-14 ನೇರ ಗೇಮ್‌ಗಳಿಂದ ಗೆಲುವು ಸಾಧಿಸಿದರು.	[40, 1671, 240, 1748]
teams-india-list: ಗಿಲ್ (ನಾಯಕ) ಜೈಸ್ವಾಲ್, ರಾಹುಲ್, ಸುದರ್ಶನ್, ಈಶ್ವರನ್, ಕರುಣ್, ಜಡೇಜಾ, ಜುರೆಲ್ (ವಿಕೆಟ್ ಕೀಪರ್), ಜಗದೀಸನ್ (ವಿಕೆಟ್ ಕೀಪರ್), ವಾಷಿಂಗ್ಟನ್, ಠಾಕೂರ್, ಬೂಮ್ರಾ, ಸಿರಾಜ್, ಪ್ರಸಿದ್ಧ, ಆಕಾಶ್ ದೀಪ್, ಕುಲದೀಪ್, ಕಂಬೋಜ್.	[780, 806, 1038, 844]
crossword-cell[interactable]	[908, 1938, 944, 1974]
kirusuddi-body-3: ಹೊಸದಿಲ್ಲಿ: ಸ್ಕ್ವಾಶ್ ಪಂದ್ಯಾವಳಿಯಲ್ಲಿ ಭಾರತ ಪುರುಷರ ತಂಡ ಸೆಮಿಫೈನಲ್ ಪ್ರವೇಶಿಸಿದ್ದು ಪದಕ ಖಚಿತಪಡಿಸಿಕೊಂಡಿದೆ. ಬುಧವಾರ ನಡೆದ ಕ್ವಾರ್ಟರ್ ಫೈನಲ್ ಪಂದ್ಯದಲ್ಲಿ ಭಾರತ ತಂಡ ಎದುರಾಳಿ ತಂಡವನ್ನು 2-1 ರಿಂದ ಸೋಲಿಸಿತು. ಭಾರತದ ಆಟಗಾರರು ಮೊದಲ ಗೇಮ್‌ನಲ್ಲಿ 11-5, ಎರಡನೇ ಗೇಮ್‌ನಲ್ಲಿ 11-9 ಅಂತರದಲ್ಲಿ ಗೆಲುವು ಸಾಧಿಸಿದರು. ಭಾರತ 2008 ಹಾಗೂ 2012ರ ನಂತರ ಮೊದಲ ಬಾರಿಗೆ ಪದಕ ಗಳಿಸುತ್ತಿದೆ.	[40, 1271, 262, 1370]
lead-kicker-1: ಇಂದಿನಿಂದ ಓವಲ್‌ನಲ್ಲಿ ಐದನೇ ಟೆಸ್ಟ್	[300, 94, 561, 119]
crossword-cell[interactable]	[800, 1830, 836, 1866]
teams-england	[780, 720, 1038, 790]
puzzle-title-letter: ೦	[836, 1640, 864, 1668]
